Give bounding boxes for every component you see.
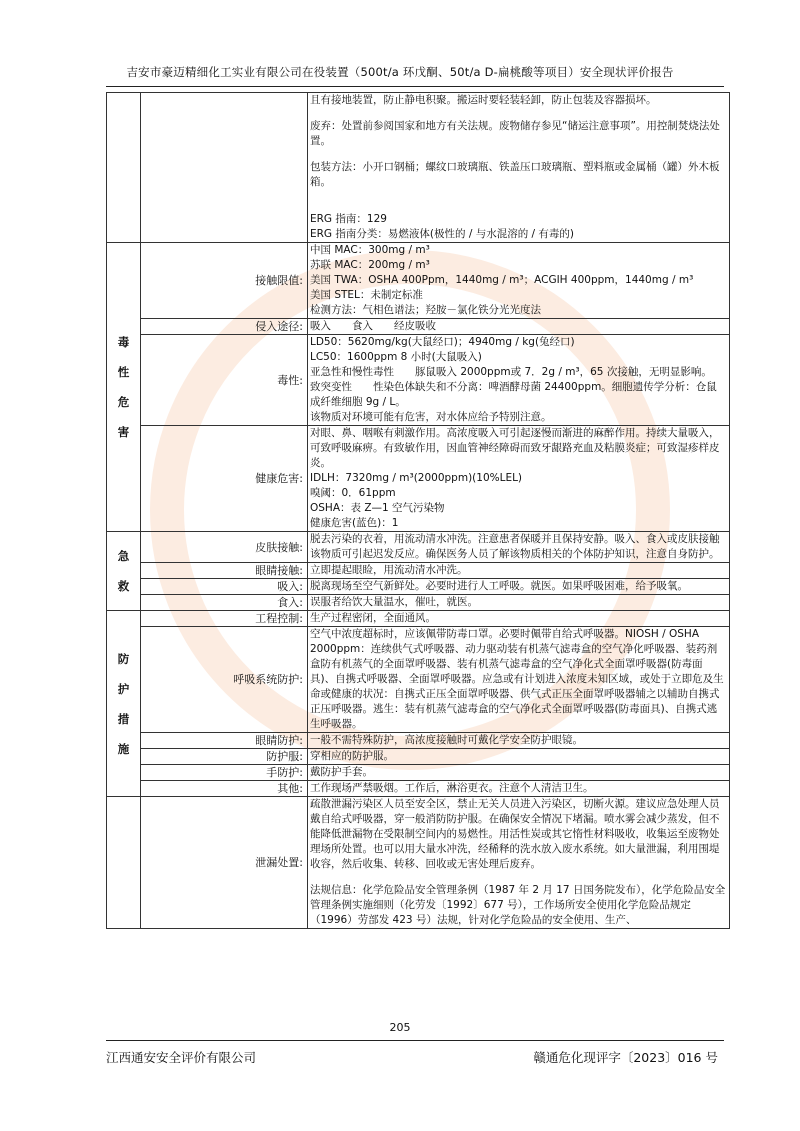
table-row: 眼睛接触: 立即提起眼睑，用流动清水冲洗。	[107, 563, 730, 579]
row-label: 泄漏处置:	[141, 797, 308, 929]
row-label: 吸入:	[141, 579, 308, 595]
page-header: 吉安市豪迈精细化工实业有限公司在役装置（500t/a 环戊酮、50t/a D-扁桃酸等项目）安全现状评价报告	[126, 65, 674, 79]
section-protect: 防 护 措 施	[107, 611, 141, 797]
row-label: 眼睛防护:	[141, 733, 308, 749]
footer-report-code: 赣通危化现评字〔2023〕016 号	[533, 1050, 718, 1065]
table-row: 吸入: 脱离现场至空气新鲜处。必要时进行人工呼吸。就医。如果呼吸困难，给予吸氧。	[107, 579, 730, 595]
row-label: 工程控制:	[141, 611, 308, 627]
row-label: 毒性:	[141, 335, 308, 426]
table-row: 防护服: 穿相应的防护服。	[107, 749, 730, 765]
header-rule	[106, 86, 724, 87]
table-row: 毒性: LD50：5620mg/kg(大鼠经口)；4940mg / kg(兔经口) LC50：1600ppm 8 小时(大鼠吸入) 亚急性和慢性毒性 豚鼠吸入 2000ppm或 7．2g / m³，65 次接触，无明显影响。 致突变性 性染色体缺失和不分离：啤酒酵母菌 24400ppm。细胞遗传学分析：仓鼠成纤维细胞 9g / L。 该物质对环境可能有危害，对水体应给予特别注意。	[107, 335, 730, 426]
row-label: 呼吸系统防护:	[141, 627, 308, 733]
table-row: 健康危害: 对眼、鼻、咽喉有刺激作用。高浓度吸入可引起逐慢而渐进的麻醉作用。持续大量吸入，可致呼吸麻痹。有致敏作用，因血管神经障碍而致牙龈路充血及粘膜炎症；可致湿疹样皮炎。 IDLH：7320mg / m³(2000ppm)(10%LEL) 嗅阈：0．61ppm OSHA：表 Z—1 空气污染物 健康危害(蓝色)：1	[107, 426, 730, 532]
row-label: 皮肤接触:	[141, 532, 308, 563]
table-row: 手防护: 戴防护手套。	[107, 765, 730, 781]
row-label: 食入:	[141, 595, 308, 611]
row-label: 眼睛接触:	[141, 563, 308, 579]
msds-table	[106, 92, 730, 929]
footer-rule	[106, 1040, 724, 1041]
row-label: 健康危害:	[141, 426, 308, 532]
storage-cell: 且有接地装置，防止静电积聚。搬运时要轻装轻卸，防止包装及容器损坏。 废弃：处置前参阅国家和地方有关法规。废物储存参见“储运注意事项”。用控制焚烧法处置。 包装方法：小开口钢桶；螺纹口玻璃瓶、铁盖压口玻璃瓶、塑料瓶或金属桶（罐）外木板箱。 ERG 指南：129 ERG 指南分类：易燃液体(极性的 / 与水混溶的 / 有毒的)	[308, 93, 730, 243]
table-row: 防 护 措 施 工程控制: 生产过程密闭，全面通风。	[107, 611, 730, 627]
table-row: 侵入途径: 吸入 食入 经皮吸收	[107, 319, 730, 335]
footer-company: 江西通安安全评价有限公司	[106, 1050, 257, 1065]
table-row: 呼吸系统防护: 空气中浓度超标时，应该佩带防毒口罩。必要时佩带自给式呼吸器。NIOSH / OSHA 2000ppm：连续供气式呼吸器、动力驱动装有机蒸气滤毒盒的空气净化呼吸器、装药剂盒防有机蒸气的全面罩呼吸器、装有机蒸气滤毒盒的空气净化式全面罩呼吸器(防毒面具)、自携式呼吸器、全面罩呼吸器。应急或有计划进入浓度未知区域，或处于立即危及生命或健康的状况：自携式正压全面罩呼吸器、供气式正压全面罩呼吸器辅之以辅助自携式正压呼吸器。逃生：装有机蒸气滤毒盒的空气净化式全面罩呼吸器(防毒面具)、自携式逃生呼吸器。	[107, 627, 730, 733]
section-tox: 毒 性 危 害	[107, 243, 141, 532]
table-row: 眼睛防护: 一般不需特殊防护，高浓度接触时可戴化学安全防护眼镜。	[107, 733, 730, 749]
row-label: 手防护:	[141, 765, 308, 781]
table-row: 泄漏处置: 疏散泄漏污染区人员至安全区，禁止无关人员进入污染区，切断火源。建议应急处理人员戴自给式呼吸器，穿一般消防防护服。在确保安全情况下堵漏。喷水雾会减少蒸发，但不能降低泄漏物在受限制空间内的易燃性。用活性炭或其它惰性材料吸收，收集运至废物处理场所处置。也可以用大量水冲洗，经稀释的洗水放入废水系统。如大量泄漏，利用围堤收容，然后收集、转移、回收或无害处理后废弃。 法规信息：化学危险品安全管理条例（1987 年 2 月 17 日国务院发布），化学危险品安全管理条例实施细则（化劳发〔1992〕677 号），工作场所安全使用化学危险品规定（1996）劳部发 423 号）法规，针对化学危险品的安全使用、生产、	[107, 797, 730, 929]
section-aid: 急 救	[107, 532, 141, 611]
table-row: 急 救 皮肤接触: 脱去污染的衣着，用流动清水冲洗。注意患者保暖并且保持安静。吸入、食入或皮肤接触该物质可引起迟发反应。确保医务人员了解该物质相关的个体防护知识，注意自身防护。	[107, 532, 730, 563]
page-number: 205	[389, 1021, 411, 1034]
table-row: 其他: 工作现场严禁吸烟。工作后，淋浴更衣。注意个人清洁卫生。	[107, 781, 730, 797]
table-row: 毒 性 危 害 接触限值: 中国 MAC：300mg / m³ 苏联 MAC：200mg / m³ 美国 TWA：OSHA 400Ppm，1440mg / m³；ACGIH 400ppm，1440mg / m³ 美国 STEL：未制定标准 检测方法：气相色谱法；羟胺－氯化铁分光光度法	[107, 243, 730, 319]
row-label: 侵入途径:	[141, 319, 308, 335]
table-row: 食入: 误服者给饮大量温水，催吐，就医。	[107, 595, 730, 611]
row-label: 接触限值:	[141, 243, 308, 319]
row-label: 其他:	[141, 781, 308, 797]
table-row	[107, 93, 730, 243]
row-label: 防护服:	[141, 749, 308, 765]
